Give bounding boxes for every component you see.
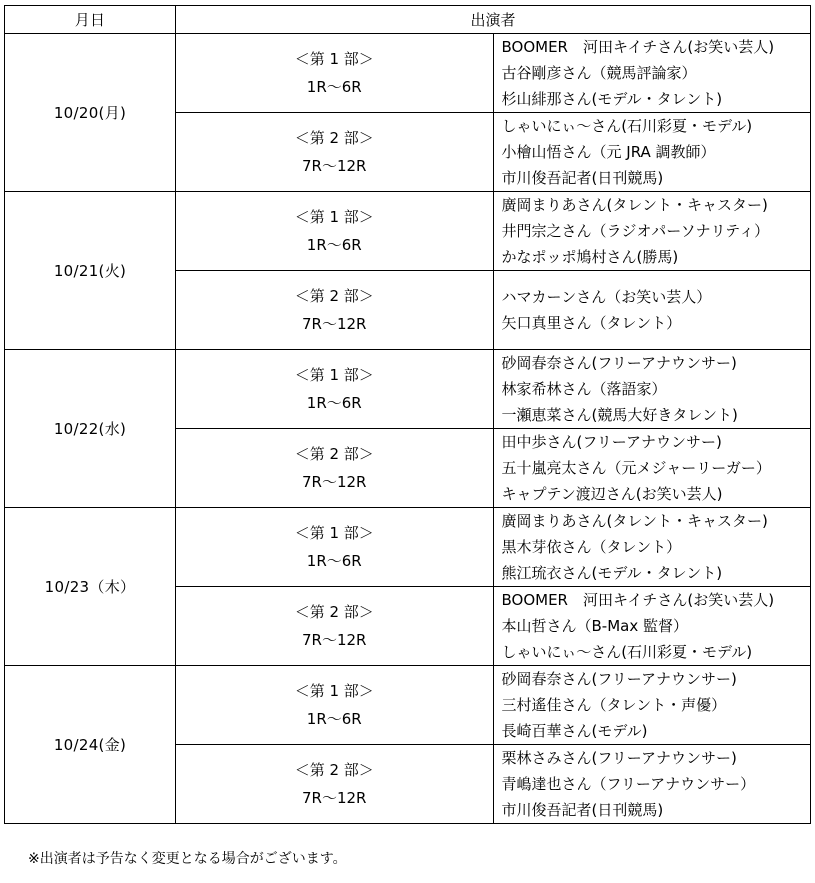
performers-cell xyxy=(493,271,811,350)
performer-item: 三村遙佳さん（タレント・声優） xyxy=(501,696,727,714)
session-label: ＜第 2 部＞ xyxy=(294,287,374,305)
performer-item: 黒木芽依さん（タレント） xyxy=(501,538,682,556)
session-label: ＜第 2 部＞ xyxy=(294,761,374,779)
performers-cell xyxy=(493,587,811,666)
performer-item: しゃいにぃ～さん(石川彩夏・モデル) xyxy=(501,117,753,135)
performer-item: 矢口真里さん（タレント） xyxy=(501,314,682,332)
performer-item: 市川俊吾記者(日刊競馬) xyxy=(501,801,664,819)
performers-cell xyxy=(493,113,811,192)
session-cell xyxy=(176,429,494,508)
performer-item: BOOMER 河田キイチさん(お笑い芸人) xyxy=(501,591,775,609)
session-cell xyxy=(176,113,494,192)
performer-item: キャプテン渡辺さん(お笑い芸人) xyxy=(501,485,723,503)
session-label: ＜第 1 部＞ xyxy=(294,524,374,542)
session-races: 7R～12R xyxy=(302,315,367,333)
day-date: 10/24(金) xyxy=(5,666,176,824)
session-cell xyxy=(176,666,494,745)
performers-cell xyxy=(493,745,811,824)
session-cell xyxy=(176,34,494,113)
performer-item: 田中歩さん(フリーアナウンサー) xyxy=(501,433,722,451)
session-label: ＜第 1 部＞ xyxy=(294,208,374,226)
session-cell xyxy=(176,745,494,824)
performer-item: ハマカーンさん（お笑い芸人） xyxy=(501,288,712,306)
session-cell xyxy=(176,271,494,350)
performer-item: 熊江琉衣さん(モデル・タレント) xyxy=(501,564,723,582)
performers-cell xyxy=(493,34,811,113)
performers-cell xyxy=(493,192,811,271)
performers-cell xyxy=(493,666,811,745)
header-date: 月日 xyxy=(5,6,176,34)
performer-item: 青嶋達也さん（フリーアナウンサー） xyxy=(501,775,756,793)
session-races: 1R～6R xyxy=(306,552,362,570)
day-date: 10/21(火) xyxy=(5,192,176,350)
session-races: 1R～6R xyxy=(306,78,362,96)
performer-item: 本山哲さん（B-Max 監督） xyxy=(501,617,688,635)
session-races: 7R～12R xyxy=(302,789,367,807)
performer-item: 砂岡春奈さん(フリーアナウンサー) xyxy=(501,354,737,372)
performer-item: 廣岡まりあさん(タレント・キャスター) xyxy=(501,512,768,530)
session-races: 1R～6R xyxy=(306,236,362,254)
session-races: 7R～12R xyxy=(302,473,367,491)
performer-item: 長崎百華さん(モデル) xyxy=(501,722,648,740)
session-cell xyxy=(176,192,494,271)
day-date: 10/23（木） xyxy=(5,508,176,666)
performer-item: 小檜山悟さん（元 JRA 調教師） xyxy=(501,143,716,161)
session-races: 1R～6R xyxy=(306,710,362,728)
header-row xyxy=(5,6,811,34)
performer-item: 一瀬恵菜さん(競馬大好きタレント) xyxy=(501,406,738,424)
session-label: ＜第 1 部＞ xyxy=(294,366,374,384)
schedule-table xyxy=(4,5,811,824)
schedule-row xyxy=(5,508,811,587)
session-label: ＜第 2 部＞ xyxy=(294,445,374,463)
performer-item: 市川俊吾記者(日刊競馬) xyxy=(501,169,664,187)
performers-cell xyxy=(493,350,811,429)
performers-cell xyxy=(493,508,811,587)
performer-item: BOOMER 河田キイチさん(お笑い芸人) xyxy=(501,38,775,56)
schedule-row xyxy=(5,192,811,271)
day-date: 10/22(水) xyxy=(5,350,176,508)
session-races: 1R～6R xyxy=(306,394,362,412)
performer-item: 五十嵐亮太さん（元メジャーリーガー） xyxy=(501,459,771,477)
session-races: 7R～12R xyxy=(302,157,367,175)
schedule-row xyxy=(5,350,811,429)
performer-item: 古谷剛彦さん（競馬評論家） xyxy=(501,64,697,82)
header-performers: 出演者 xyxy=(176,6,811,34)
session-label: ＜第 1 部＞ xyxy=(294,682,374,700)
performer-item: 林家希林さん（落語家） xyxy=(501,380,667,398)
performer-item: 廣岡まりあさん(タレント・キャスター) xyxy=(501,196,768,214)
session-label: ＜第 2 部＞ xyxy=(294,603,374,621)
session-cell xyxy=(176,508,494,587)
performers-cell xyxy=(493,429,811,508)
session-cell xyxy=(176,587,494,666)
schedule-row xyxy=(5,34,811,113)
performer-item: しゃいにぃ～さん(石川彩夏・モデル) xyxy=(501,643,753,661)
day-date: 10/20(月) xyxy=(5,34,176,192)
session-label: ＜第 1 部＞ xyxy=(294,50,374,68)
disclaimer-note: ※出演者は予告なく変更となる場合がございます。 xyxy=(28,851,347,867)
session-label: ＜第 2 部＞ xyxy=(294,129,374,147)
schedule-body xyxy=(5,34,811,824)
performer-item: かなポッポ鳩村さん(勝馬) xyxy=(501,248,679,266)
performer-item: 砂岡春奈さん(フリーアナウンサー) xyxy=(501,670,737,688)
schedule-row xyxy=(5,666,811,745)
session-races: 7R～12R xyxy=(302,631,367,649)
performer-item: 井門宗之さん（ラジオパーソナリティ） xyxy=(501,222,770,240)
session-cell xyxy=(176,350,494,429)
performer-item: 杉山緋那さん(モデル・タレント) xyxy=(501,90,723,108)
performer-item: 栗林さみさん(フリーアナウンサー) xyxy=(501,749,737,767)
